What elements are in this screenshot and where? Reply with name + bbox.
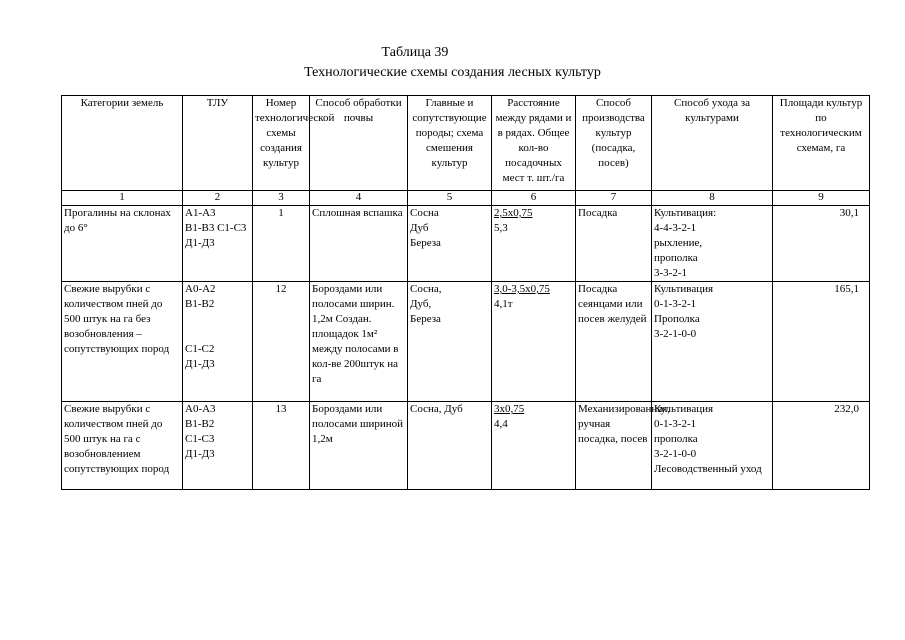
tlu-line: Д1-Д3 <box>185 448 215 460</box>
spacing-cell <box>492 206 576 282</box>
table-number: Таблица 39 <box>381 45 449 60</box>
soil-cell: Сплошная вспашка <box>310 206 408 282</box>
spacing-cell <box>492 402 576 490</box>
tlu-line: В1-В2 <box>185 418 215 430</box>
species-cell <box>408 282 492 402</box>
area-cell: 30,1 <box>773 206 870 282</box>
tlu-spacer <box>185 327 250 342</box>
category-cell: Прогалины на склонах до 6° <box>62 206 183 282</box>
species-line: Береза <box>410 313 441 325</box>
tlu-line: В1-В2 <box>185 298 215 310</box>
care-line: 4-4-3-2-1 <box>654 222 697 234</box>
header-cell: Способ обработки почвы <box>310 96 408 191</box>
column-number: 2 <box>183 191 253 206</box>
column-number: 9 <box>773 191 870 206</box>
care-line: 3-3-2-1 <box>654 267 687 279</box>
column-number: 6 <box>492 191 576 206</box>
header-cell: Площади культур по технологическим схемам, га <box>773 96 870 191</box>
care-line: 3-2-1-0-0 <box>654 328 697 340</box>
scheme-cell: 12 <box>253 282 310 402</box>
care-line: Культивация <box>654 403 714 415</box>
tlu-line: А0-А3 <box>185 403 216 415</box>
care-line: Лесоводственный уход <box>654 463 762 475</box>
species-line: Дуб <box>410 222 429 234</box>
species-line: Береза <box>410 237 441 249</box>
tlu-line: А0-А2 <box>185 283 216 295</box>
category-cell: Свежие вырубки с количеством пней до 500 штук на га с возобновлением сопутствующих пород <box>62 402 183 490</box>
tlu-line: С1-С3 <box>185 433 215 445</box>
scheme-cell: 13 <box>253 402 310 490</box>
care-cell <box>652 402 773 490</box>
tlu-line: Д1-Д3 <box>185 237 215 249</box>
care-cell <box>652 206 773 282</box>
care-line: прополка <box>654 252 698 264</box>
care-line: 0-1-3-2-1 <box>654 418 697 430</box>
tlu-spacer <box>185 312 250 327</box>
table-row <box>62 206 870 282</box>
tlu-line: С1-С2 <box>185 343 215 355</box>
species-line: Сосна, <box>410 283 442 295</box>
spacing-total: 5,3 <box>494 222 508 234</box>
header-cell: Главные и сопутствующие породы; схема смешения культур <box>408 96 492 191</box>
tlu-line: А1-А3 <box>185 207 216 219</box>
soil-cell: Бороздами или полосами шириной 1,2м <box>310 402 408 490</box>
scheme-cell: 1 <box>253 206 310 282</box>
spacing-total: 4,1т <box>494 298 513 310</box>
area-cell: 232,0 <box>773 402 870 490</box>
tlu-cell <box>183 402 253 490</box>
care-line: прополка <box>654 433 698 445</box>
care-line: рыхление, <box>654 237 703 249</box>
forest-cultures-table <box>61 95 870 490</box>
spacing-value: 3х0,75 <box>494 403 525 415</box>
column-number: 7 <box>576 191 652 206</box>
care-line: 0-1-3-2-1 <box>654 298 697 310</box>
tlu-cell <box>183 206 253 282</box>
header-cell: ТЛУ <box>183 96 253 191</box>
species-line: Сосна, Дуб <box>410 403 463 415</box>
species-cell <box>408 402 492 490</box>
header-cell: Способ производства культур (посадка, посев) <box>576 96 652 191</box>
tlu-line: Д1-Д3 <box>185 358 215 370</box>
header-cell: Категории земель <box>62 96 183 191</box>
species-line: Дуб, <box>410 298 432 310</box>
column-number: 1 <box>62 191 183 206</box>
column-number: 8 <box>652 191 773 206</box>
spacing-value: 2,5х0,75 <box>494 207 533 219</box>
tlu-cell <box>183 282 253 402</box>
soil-cell: Бороздами или полосами ширин. 1,2м Создан. площадок 1м² между полосами в кол-ве 200штук на га <box>310 282 408 402</box>
table-row <box>62 282 870 402</box>
table-title: Технологические схемы создания лесных культур <box>304 65 601 80</box>
area-cell: 165,1 <box>773 282 870 402</box>
care-line: Культивация <box>654 283 714 295</box>
header-cell: Номер технологической схемы создания культур <box>253 96 310 191</box>
species-cell <box>408 206 492 282</box>
table-row <box>62 402 870 490</box>
spacing-total: 4,4 <box>494 418 508 430</box>
spacing-cell <box>492 282 576 402</box>
care-cell <box>652 282 773 402</box>
column-number-row <box>62 191 870 206</box>
column-number: 4 <box>310 191 408 206</box>
column-number: 5 <box>408 191 492 206</box>
method-cell: Посадка сеянцами или посев желудей <box>576 282 652 402</box>
column-number: 3 <box>253 191 310 206</box>
tlu-line: В1-В3 С1-С3 <box>185 222 247 234</box>
method-cell: Посадка <box>576 206 652 282</box>
care-line: Культивация: <box>654 207 717 219</box>
method-cell: Механизированная, ручная посадка, посев <box>576 402 652 490</box>
header-row <box>62 96 870 191</box>
care-line: Прополка <box>654 313 700 325</box>
header-cell: Расстояние между рядами и в рядах. Общее кол-во посадочных мест т. шт./га <box>492 96 576 191</box>
category-cell: Свежие вырубки с количеством пней до 500 штук на га без возобновления – сопутствующих пород <box>62 282 183 402</box>
care-line: 3-2-1-0-0 <box>654 448 697 460</box>
species-line: Сосна <box>410 207 439 219</box>
header-cell: Способ ухода за культурами <box>652 96 773 191</box>
spacing-value: 3,0-3,5х0,75 <box>494 283 550 295</box>
